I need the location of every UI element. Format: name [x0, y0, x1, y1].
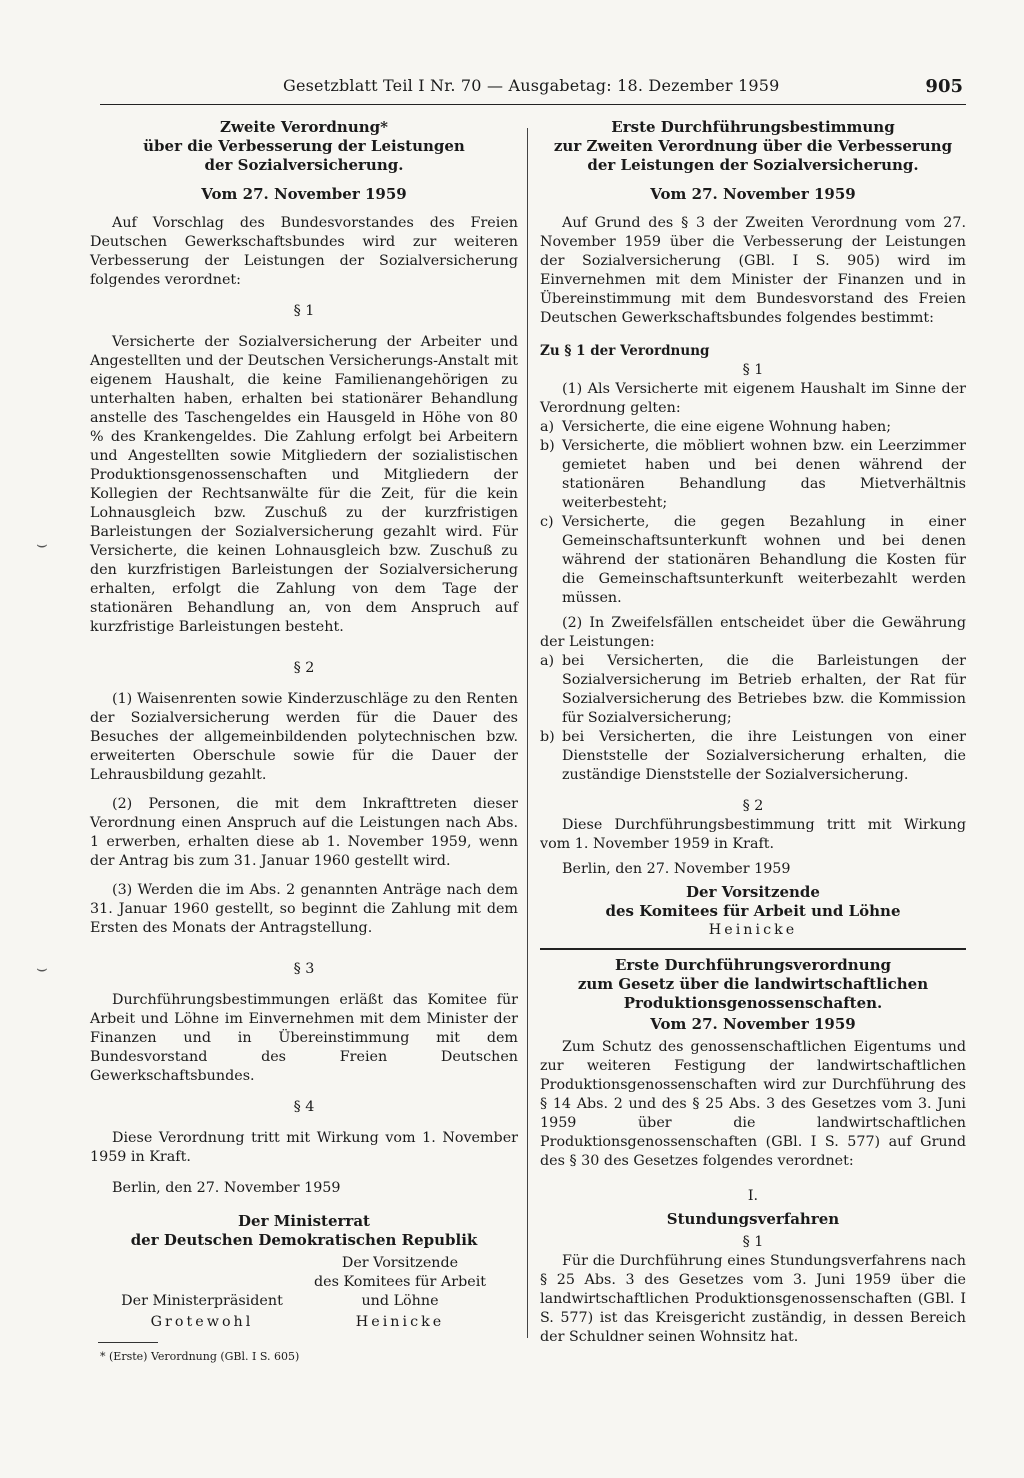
list-text: bei Versicherten, die die Barleistungen der Sozialversicherung im Betrieb erhalten, der Rat für Sozialversicherung des Betriebes bzw. die Kommission für Sozialversicherung; — [562, 653, 966, 726]
list-text: Versicherte, die möbliert wohnen bzw. ein Leerzimmer gemietet haben und bei denen während der stationären Behandlung das Mietverhältnis weiterbesteht; — [562, 438, 966, 511]
list-item — [540, 728, 966, 785]
section-mark: § 3 — [293, 961, 315, 977]
preamble: Auf Vorschlag des Bundesvorstandes des Freien Deutschen Gewerkschaftsbundes wird zur weiteren Verbesserung der Leistungen der Sozialversicherung folgendes verordnet: — [90, 215, 518, 288]
list-item — [540, 652, 966, 728]
signatory-body: der Deutschen Demokratischen Republik — [130, 1231, 478, 1249]
signature-block — [90, 1254, 518, 1334]
page-number: 905 — [925, 76, 963, 97]
section-separator — [540, 948, 966, 950]
title-line: Erste Durchführungsverordnung — [614, 956, 891, 974]
section-paragraph: (2) In Zweifelsfällen entscheidet über die Gewährung der Leistungen: — [540, 615, 966, 650]
list-item — [540, 437, 966, 513]
list-item — [540, 513, 966, 608]
section-paragraph: (3) Werden die im Abs. 2 genannten Anträge nach dem 31. Januar 1960 gestellt, so beginnt die Zahlung mit dem Ersten des Monats der Antragstellung. — [90, 882, 518, 936]
title-line: Produktionsgenossenschaften. — [623, 994, 883, 1012]
section-text: Versicherte der Sozialversicherung der Arbeiter und Angestellten und der Deutschen Versicherungs-Anstalt mit eigenem Haushalt, die keine Familienangehörigen zu unterhalten haben, erhalten bei stationärer Behandlung anstelle des Taschengeldes ein Hausgeld in Höhe von 80 % des Krankengeldes. Die Zahlung erfolgt bei Arbeitern und Angestellten sowie Mitgliedern der sozialistischen Produktionsgenossenschaften und Mitgliedern der Kollegien der Rechtsanwälte für die Zeit, für die kein Lohnausgleich bzw. Zuschuß zu der kurzfristigen Barleistungen der Sozialversicherung gezahlt wird. Für Versicherte, die keinen Lohnausgleich bzw. Zuschuß zu den kurzfristigen Barleistungen der Sozialversicherung erhalten, erfolgt die Zahlung von dem Tage der stationären Behandlung an, von dem Anspruch auf kurzfristige Barleistungen besteht. — [90, 334, 518, 635]
list-label: c) — [540, 514, 554, 530]
title-line: der Sozialversicherung. — [204, 156, 404, 174]
column-divider — [527, 128, 528, 1338]
signature-title: Der Vorsitzende — [341, 1255, 459, 1271]
section-mark: § 2 — [293, 660, 315, 676]
signature-right — [310, 1254, 490, 1332]
subsection-heading: Zu § 1 der Verordnung — [540, 343, 710, 359]
signature-name: Grotewohl — [150, 1314, 254, 1330]
section-mark: § 1 — [293, 303, 315, 319]
part-number: I. — [747, 1188, 759, 1204]
header-rule — [100, 104, 966, 105]
section-paragraph: (1) Als Versicherte mit eigenem Haushalt im Sinne der Verordnung gelten: — [540, 381, 966, 416]
preamble: Auf Grund des § 3 der Zweiten Verordnung vom 27. November 1959 über die Verbesserung der Leistungen der Sozialversicherung (GBl. I S. 905) wird im Einvernehmen mit dem Minister der Finanzen und in Übereinstimmung mit dem Bundesvorstand des Freien Deutschen Gewerkschaftsbundes folgendes bestimmt: — [540, 215, 966, 326]
right-column — [540, 118, 966, 1347]
title-line: der Leistungen der Sozialversicherung. — [587, 156, 919, 174]
signature-title: Der Ministerpräsident — [121, 1293, 283, 1309]
signature-title: des Komitees für Arbeit — [313, 1274, 487, 1290]
list-item — [540, 418, 966, 437]
ordinance-date: Vom 27. November 1959 — [201, 185, 407, 203]
footnote: * (Erste) Verordnung (GBl. I S. 605) — [100, 1350, 300, 1363]
list-label: b) — [540, 438, 555, 454]
ordinance-date: Vom 27. November 1959 — [650, 185, 856, 203]
title-line: über die Verbesserung der Leistungen — [143, 137, 465, 155]
section-mark: § 1 — [742, 1234, 764, 1250]
signature-left — [112, 1292, 292, 1332]
signature-name: Heinicke — [355, 1314, 445, 1330]
section-mark: § 1 — [742, 362, 764, 378]
section-mark: § 2 — [742, 798, 764, 814]
running-header — [283, 76, 963, 100]
signature-title: und Löhne — [361, 1293, 439, 1309]
signature-name: Heinicke — [708, 922, 798, 938]
header-text: Gesetzblatt Teil I Nr. 70 — Ausgabetag: 18. Dezember 1959 — [283, 76, 780, 95]
place-date: Berlin, den 27. November 1959 — [562, 861, 791, 877]
title-line: zur Zweiten Verordnung über die Verbesserung — [553, 137, 953, 155]
footnote-rule — [98, 1342, 158, 1343]
title-line: Zweite Verordnung* — [220, 118, 388, 136]
preamble: Zum Schutz des genossenschaftlichen Eigentums und zur weiteren Festigung der landwirtschaftlichen Produktionsgenossenschaften wird zur Durchführung des § 14 Abs. 2 und des § 25 Abs. 3 des Gesetzes vom 3. Juni 1959 über die landwirtschaftlichen Produktionsgenossenschaften (GBl. I S. 577) auf Grund des § 30 des Gesetzes folgendes verordnet: — [540, 1039, 966, 1169]
left-column — [90, 118, 518, 1366]
ordinance-date: Vom 27. November 1959 — [650, 1015, 856, 1033]
decision-list — [540, 652, 966, 785]
section-paragraph: (1) Waisenrenten sowie Kinderzuschläge zu den Renten der Sozialversicherung werden für die Dauer des Besuches der allgemeinbildenden polytechnischen bzw. erweiterten Oberschule sowie für die Dauer der Lehrausbildung gezahlt. — [90, 691, 518, 783]
section-text: Diese Durchführungsbestimmung tritt mit Wirkung vom 1. November 1959 in Kraft. — [540, 817, 966, 852]
margin-tick-mark: ⌣ — [36, 958, 48, 979]
list-text: Versicherte, die eine eigene Wohnung haben; — [562, 419, 892, 435]
definition-list — [540, 418, 966, 608]
section-text: Diese Verordnung tritt mit Wirkung vom 1. November 1959 in Kraft. — [90, 1130, 518, 1165]
signatory-title: des Komitees für Arbeit und Löhne — [605, 902, 901, 920]
section-text: Für die Durchführung eines Stundungsverfahrens nach § 25 Abs. 3 des Gesetzes vom 3. Juni 1959 über die landwirtschaftlichen Produktionsgenossenschaften (GBl. I S. 577) ist das Kreisgericht zuständig, in dessen Bereich der Schuldner seinen Wohnsitz hat. — [540, 1253, 966, 1345]
margin-tick-mark: ⌣ — [36, 534, 48, 555]
section-text: Durchführungsbestimmungen erläßt das Komitee für Arbeit und Löhne im Einvernehmen mit dem Minister der Finanzen und in Übereinstimmung mit dem Bundesvorstand des Freien Deutschen Gewerkschaftsbundes. — [90, 992, 518, 1084]
list-text: bei Versicherten, die ihre Leistungen von einer Dienststelle der Sozialversicherung erhalten, die zuständige Dienststelle der Sozialversicherung. — [562, 729, 966, 783]
section-mark: § 4 — [293, 1099, 315, 1115]
place-date: Berlin, den 27. November 1959 — [112, 1180, 341, 1196]
title-line: zum Gesetz über die landwirtschaftlichen — [577, 975, 929, 993]
section-paragraph: (2) Personen, die mit dem Inkrafttreten dieser Verordnung einen Anspruch auf die Leistungen nach Abs. 1 erwerben, erhalten diese ab 1. November 1959, wenn der Antrag bis zum 31. Januar 1960 gestellt wird. — [90, 796, 518, 869]
signatory-title: Der Vorsitzende — [686, 883, 820, 901]
list-label: a) — [540, 653, 555, 669]
list-label: b) — [540, 729, 555, 745]
part-title: Stundungsverfahren — [666, 1210, 840, 1228]
list-text: Versicherte, die gegen Bezahlung in einer Gemeinschaftsunterkunft wohnen und bei denen während der stationären Behandlung die Kosten für die Gemeinschaftsunterkunft weiterbezahlt werden müssen. — [562, 514, 966, 606]
list-label: a) — [540, 419, 555, 435]
title-line: Erste Durchführungsbestimmung — [611, 118, 895, 136]
signatory-body: Der Ministerrat — [238, 1212, 370, 1230]
